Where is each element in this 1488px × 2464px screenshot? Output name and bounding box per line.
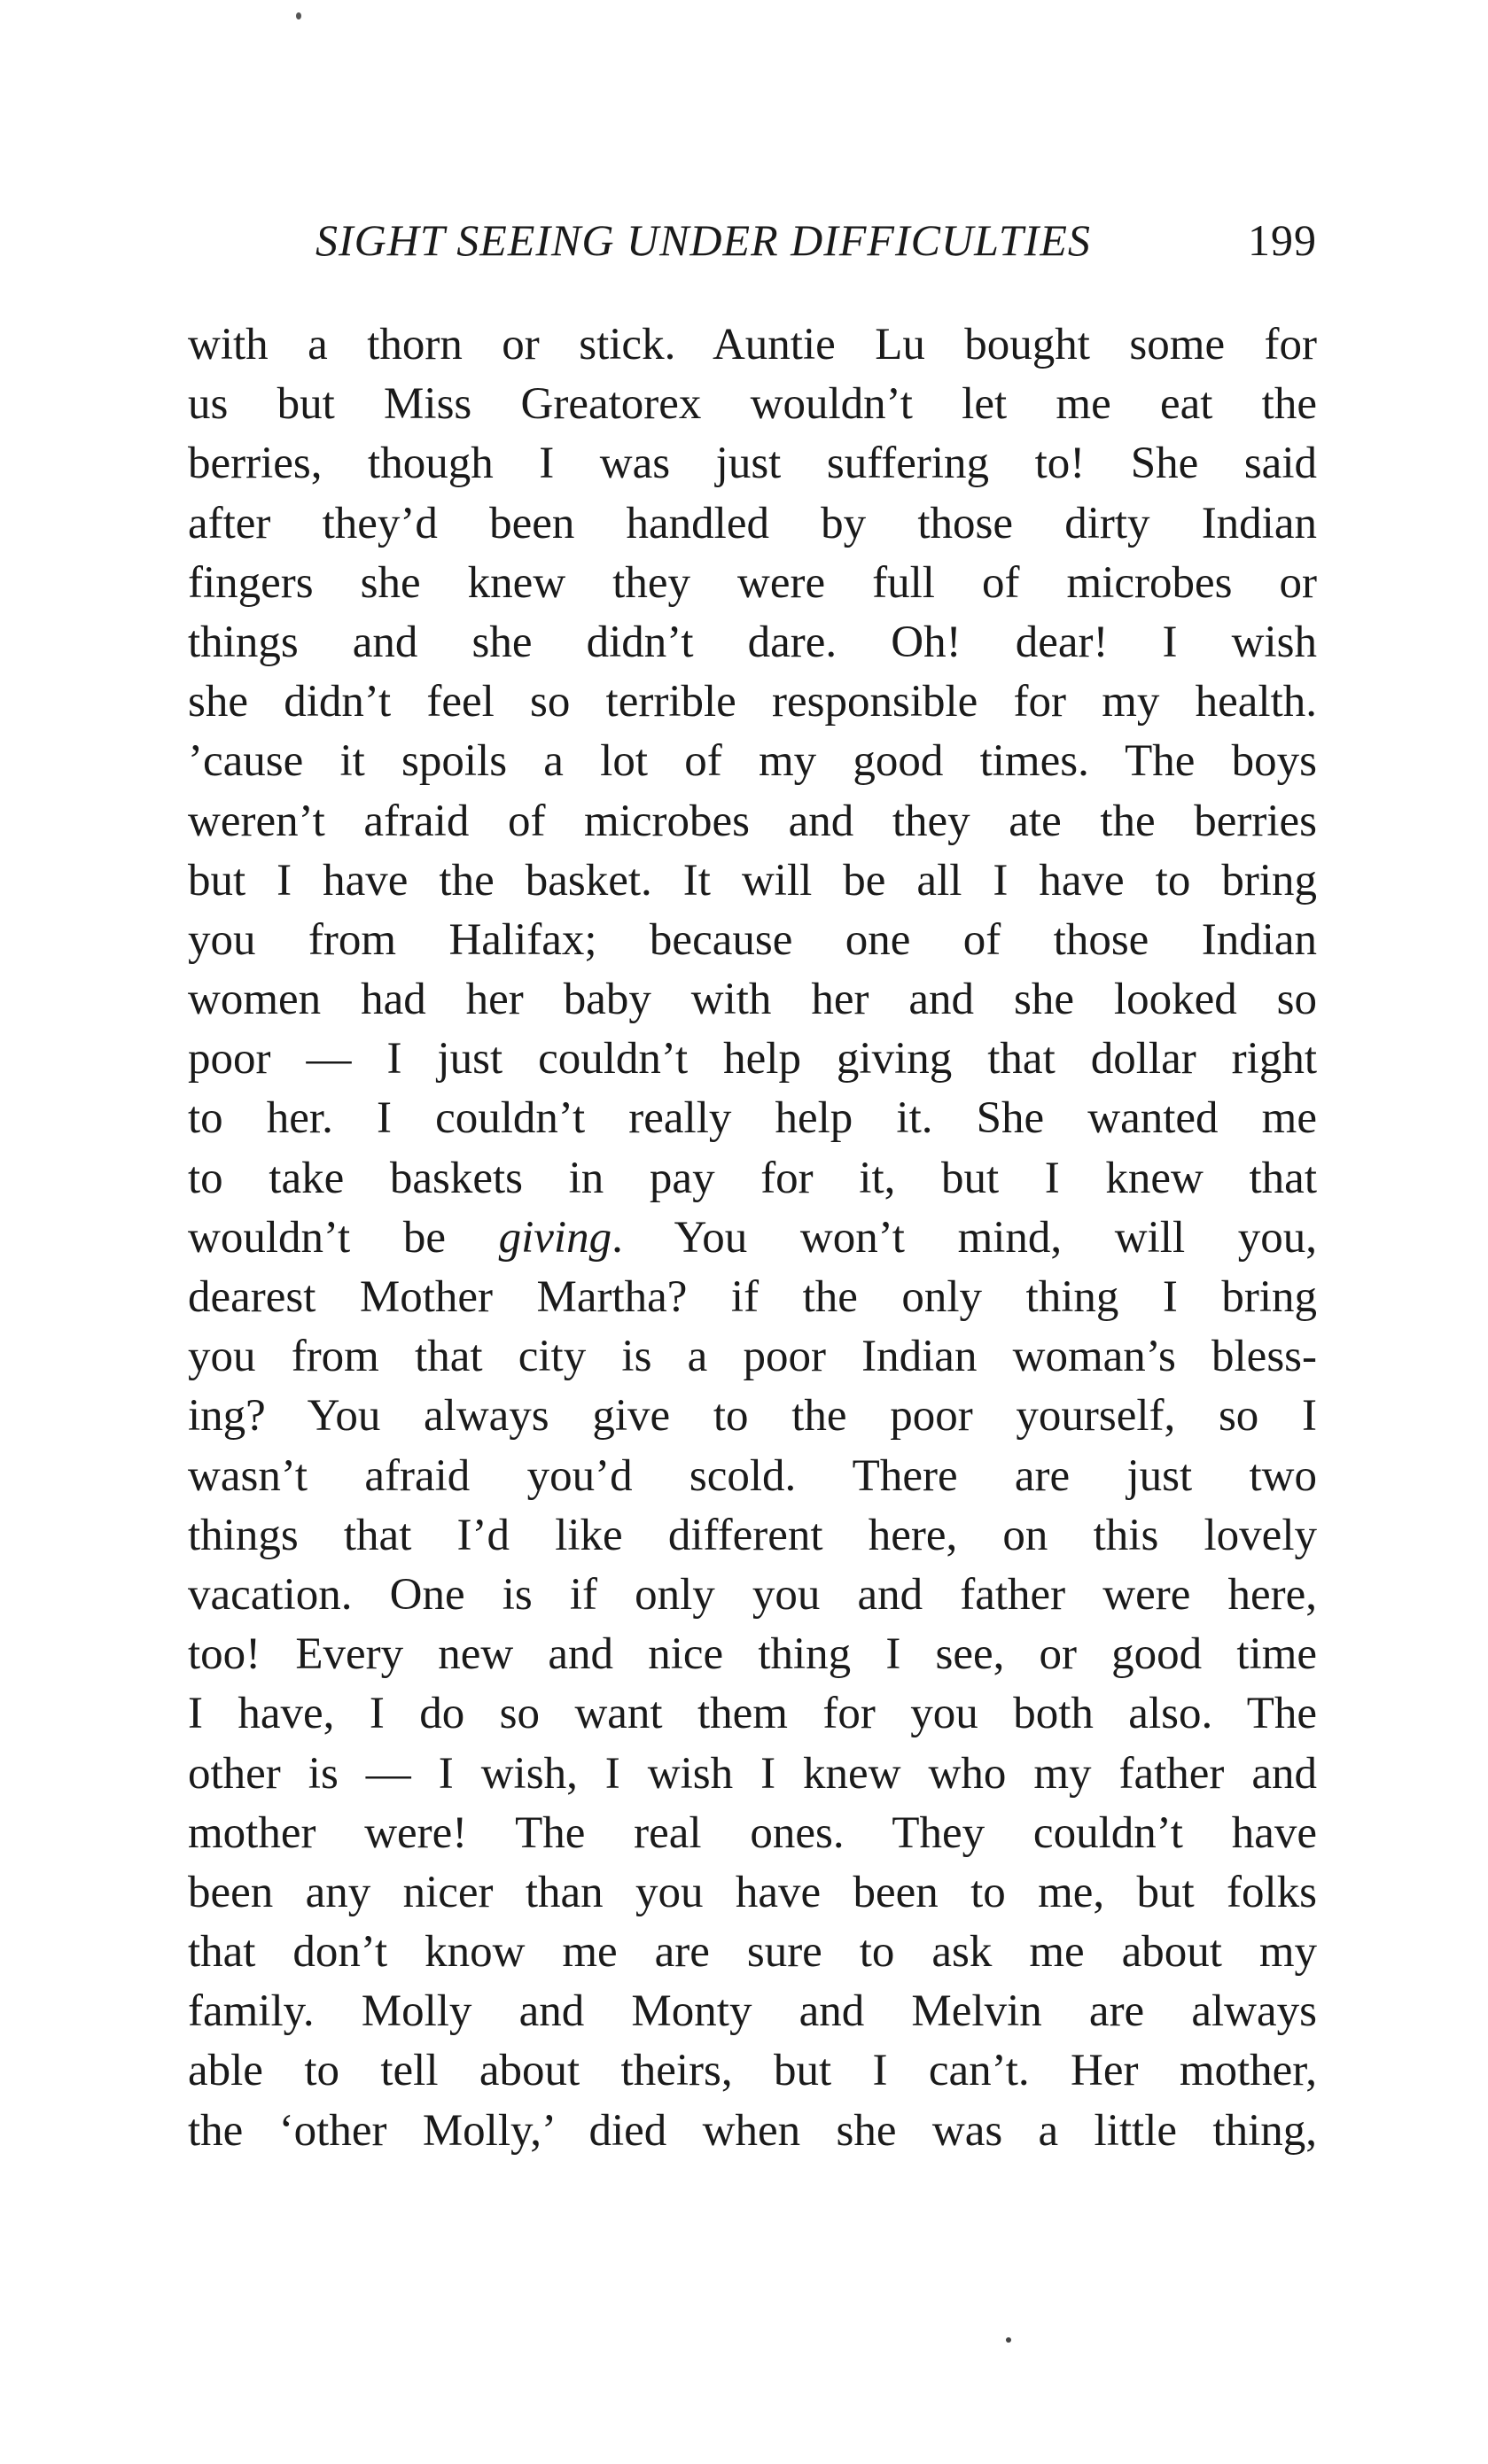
text-line: berries, though I was just suffering to! She said xyxy=(188,439,1317,489)
page-number: 199 xyxy=(1248,215,1317,265)
emphasis: giving xyxy=(498,1212,612,1263)
text-line: things that I’d like different here, on this lovely xyxy=(188,1510,1317,1560)
text-line: ’cause it spoils a lot of my good times. The boys xyxy=(188,736,1317,787)
text-line: the ‘other Molly,’ died when she was a little thing, xyxy=(188,2105,1317,2156)
text-line: other is — I wish, I wish I knew who my father and xyxy=(188,1748,1317,1799)
text-line: wasn’t afraid you’d scold. There are just two xyxy=(188,1450,1317,1501)
text-line: I have, I do so want them for you both also. The xyxy=(188,1689,1317,1739)
body-text xyxy=(188,315,1317,2161)
text-line: able to tell about theirs, but I can’t. Her mother, xyxy=(188,2046,1317,2096)
text-line: you from Halifax; because one of those Indian xyxy=(188,914,1317,965)
text-line: you from that city is a poor Indian woman’s bless- xyxy=(188,1332,1317,1382)
text-line: been any nicer than you have been to me, but folks xyxy=(188,1867,1317,1917)
text-line: ing? You always give to the poor yourself, so I xyxy=(188,1391,1317,1442)
text-line: us but Miss Greatorex wouldn’t let me eat the xyxy=(188,379,1317,430)
running-header xyxy=(316,209,1317,271)
text-line: to her. I couldn’t really help it. She wanted me xyxy=(188,1093,1317,1144)
text-line: weren’t afraid of microbes and they ate the berries xyxy=(188,796,1317,846)
text-line: but I have the basket. It will be all I have to bring xyxy=(188,855,1317,906)
text-line: vacation. One is if only you and father were here, xyxy=(188,1569,1317,1620)
text-line: wouldn’t be giving. You won’t mind, will you, xyxy=(188,1212,1317,1263)
text-line: dearest Mother Martha? if the only thing I bring xyxy=(188,1272,1317,1322)
text-line: things and she didn’t dare. Oh! dear! I wish xyxy=(188,617,1317,667)
text-line: poor — I just couldn’t help giving that dollar right xyxy=(188,1034,1317,1084)
text-line: she didn’t feel so terrible responsible for my health. xyxy=(188,677,1317,727)
text-line: with a thorn or stick. Auntie Lu bought some for xyxy=(188,320,1317,369)
text-line: to take baskets in pay for it, but I knew that xyxy=(188,1153,1317,1203)
text-line: that don’t know me are sure to ask me about my xyxy=(188,1927,1317,1978)
text-line: too! Every new and nice thing I see, or good time xyxy=(188,1629,1317,1680)
text-line: family. Molly and Monty and Melvin are always xyxy=(188,1986,1317,2037)
print-speck xyxy=(1006,2337,1011,2343)
text-line: fingers she knew they were full of microbes or xyxy=(188,557,1317,608)
text-line: women had her baby with her and she looked so xyxy=(188,975,1317,1025)
running-title: SIGHT SEEING UNDER DIFFICULTIES xyxy=(316,215,1091,265)
text-line: after they’d been handled by those dirty Indian xyxy=(188,498,1317,548)
text-line: mother were! The real ones. They couldn’t have xyxy=(188,1807,1317,1858)
print-speck xyxy=(296,12,301,19)
